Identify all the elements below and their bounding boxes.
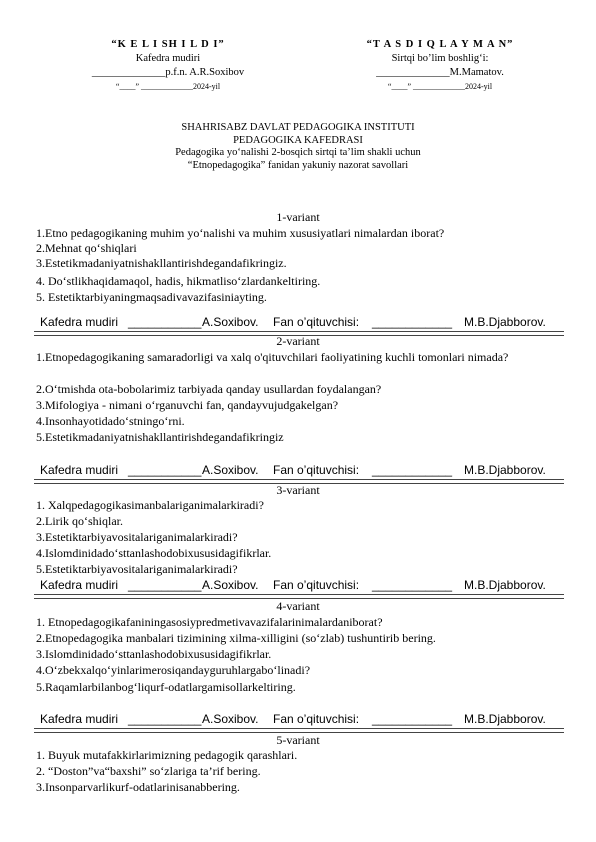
signature-line	[40, 712, 560, 726]
question: 3.Mifologiya - nimani o‘rganuvchi fan, qandayvujudgakelgan?	[36, 398, 339, 412]
question: 4. Do‘stlikhaqidamaqol, hadis, hikmatliso‘zlardankeltiring.	[36, 274, 321, 288]
approval-date-left: “____” _____________2024-yil	[115, 82, 221, 91]
institution-heading	[60, 122, 536, 172]
signature-blank: ___________	[128, 578, 202, 592]
question: 5. Estetiktarbiyaningmaqsadivavazifasiniayting.	[36, 290, 267, 304]
approval-role-left: Kafedra mudiri	[135, 53, 201, 64]
signature-line	[40, 578, 560, 592]
question: 4.Islomdinidado‘sttanlashodobixususidagifikrlar.	[36, 546, 272, 560]
signature-blank: ___________	[128, 463, 202, 477]
course-description: Pedagogika yo‘nalishi 2-bosqich sirtqi ta’lim shakli uchun	[175, 147, 421, 158]
teacher-name: M.B.Djabborov.	[464, 463, 546, 477]
institution-name: SHAHRISABZ DAVLAT PEDAGOGIKA INSTITUTI	[181, 122, 415, 133]
head-label: Kafedra mudiri	[40, 578, 119, 592]
head-name: A.Soxibov.	[202, 578, 259, 592]
teacher-label: Fan o’qituvchisi:	[273, 578, 360, 592]
signature-blank: ___________	[128, 315, 202, 329]
exam-title: “Etnopedagogika” fanidan yakuniy nazorat savollari	[187, 159, 409, 171]
teacher-label: Fan o’qituvchisi:	[273, 712, 360, 726]
question: 2.Etnopedagogika manbalari tizimining xilma-xilligini (so‘zlab) tushuntirib bering.	[36, 631, 436, 645]
variant-title: 1-variant	[276, 210, 320, 224]
signature-blank: ____________	[372, 578, 453, 592]
question: 3.Insonparvarlikurf-odatlarinisanabbering.	[36, 780, 240, 794]
approval-title-right: “T A S D I Q L A Y M A N”	[366, 39, 514, 50]
question: 4.O‘zbekxalqo‘yinlarimerosiqandayguruhlargabo‘linadi?	[36, 663, 311, 677]
signature-line	[40, 315, 560, 329]
approval-name-right: ______________M.Mamatov.	[376, 67, 504, 78]
question: 2.Lirik qo‘shiqlar.	[36, 514, 123, 528]
question: 3.Estetiktarbiyavositalariganimalarkiradi?	[36, 530, 238, 544]
approval-name-left: ______________p.f.n. A.R.Soxibov	[91, 67, 245, 78]
question: 1. Xalqpedagogikasimanbalariganimalarkiradi?	[36, 498, 264, 512]
approval-role-right: Sirtqi bo’lim boshlig‘i:	[391, 53, 489, 64]
variant-title: 4-variant	[276, 599, 320, 613]
department-name: PEDAGOGIKA KAFEDRASI	[233, 134, 363, 146]
variant-title: 5-variant	[276, 733, 320, 747]
signature-line	[40, 463, 560, 477]
teacher-name: M.B.Djabborov.	[464, 578, 546, 592]
head-name: A.Soxibov.	[202, 463, 259, 477]
question: 2. “Doston”va“baxshi” so‘zlariga ta’rif bering.	[36, 764, 261, 778]
question: 4.Insonhayotidado‘stningo‘rni.	[36, 414, 185, 428]
question: 3.Estetikmadaniyatnishakllantirishdegandafikringiz.	[36, 256, 287, 270]
approval-title-left: “K E L I SH I L D I”	[111, 39, 225, 50]
question: 1.Etnopedagogikaning samaradorligi va xalq o'qituvchilari faoliyatining kuchli tomonlari nimada?	[36, 350, 509, 364]
approval-block-left	[58, 38, 278, 94]
teacher-label: Fan o’qituvchisi:	[273, 463, 360, 477]
teacher-name: M.B.Djabborov.	[464, 315, 546, 329]
approval-block-right	[330, 38, 550, 94]
head-name: A.Soxibov.	[202, 712, 259, 726]
question: 5.Raqamlarbilanbog‘liqurf-odatlargamisollarkeltiring.	[36, 680, 296, 694]
variant-title: 3-variant	[276, 483, 320, 497]
signature-blank: ____________	[372, 712, 453, 726]
question: 1. Buyuk mutafakkirlarimizning pedagogik qarashlari.	[36, 748, 298, 762]
signature-blank: ____________	[372, 315, 453, 329]
question: 2.O‘tmishda ota-bobolarimiz tarbiyada qanday usullardan foydalangan?	[36, 382, 382, 396]
teacher-label: Fan o’qituvchisi:	[273, 315, 360, 329]
teacher-name: M.B.Djabborov.	[464, 712, 546, 726]
signature-blank: ____________	[372, 463, 453, 477]
question: 3.Islomdinidado‘sttanlashodobixususidagifikrlar.	[36, 647, 272, 661]
question: 1. Etnopedagogikafaniningasosiypredmetivavazifalarinimalardaniborat?	[36, 615, 383, 629]
approval-date-right: “____” _____________2024-yil	[387, 82, 493, 91]
question: 5.Estetikmadaniyatnishakllantirishdegandafikringiz	[36, 430, 284, 444]
variant-title: 2-variant	[276, 334, 320, 348]
head-label: Kafedra mudiri	[40, 315, 119, 329]
head-label: Kafedra mudiri	[40, 463, 119, 477]
signature-blank: ___________	[128, 712, 202, 726]
head-name: A.Soxibov.	[202, 315, 259, 329]
question: 5.Estetiktarbiyavositalariganimalarkiradi?	[36, 562, 238, 576]
head-label: Kafedra mudiri	[40, 712, 119, 726]
question: 2.Mehnat qo‘shiqlari	[36, 241, 137, 255]
question: 1.Etno pedagogikaning muhim yo‘nalishi va muhim xususiyatlari nimalardan iborat?	[36, 226, 445, 240]
